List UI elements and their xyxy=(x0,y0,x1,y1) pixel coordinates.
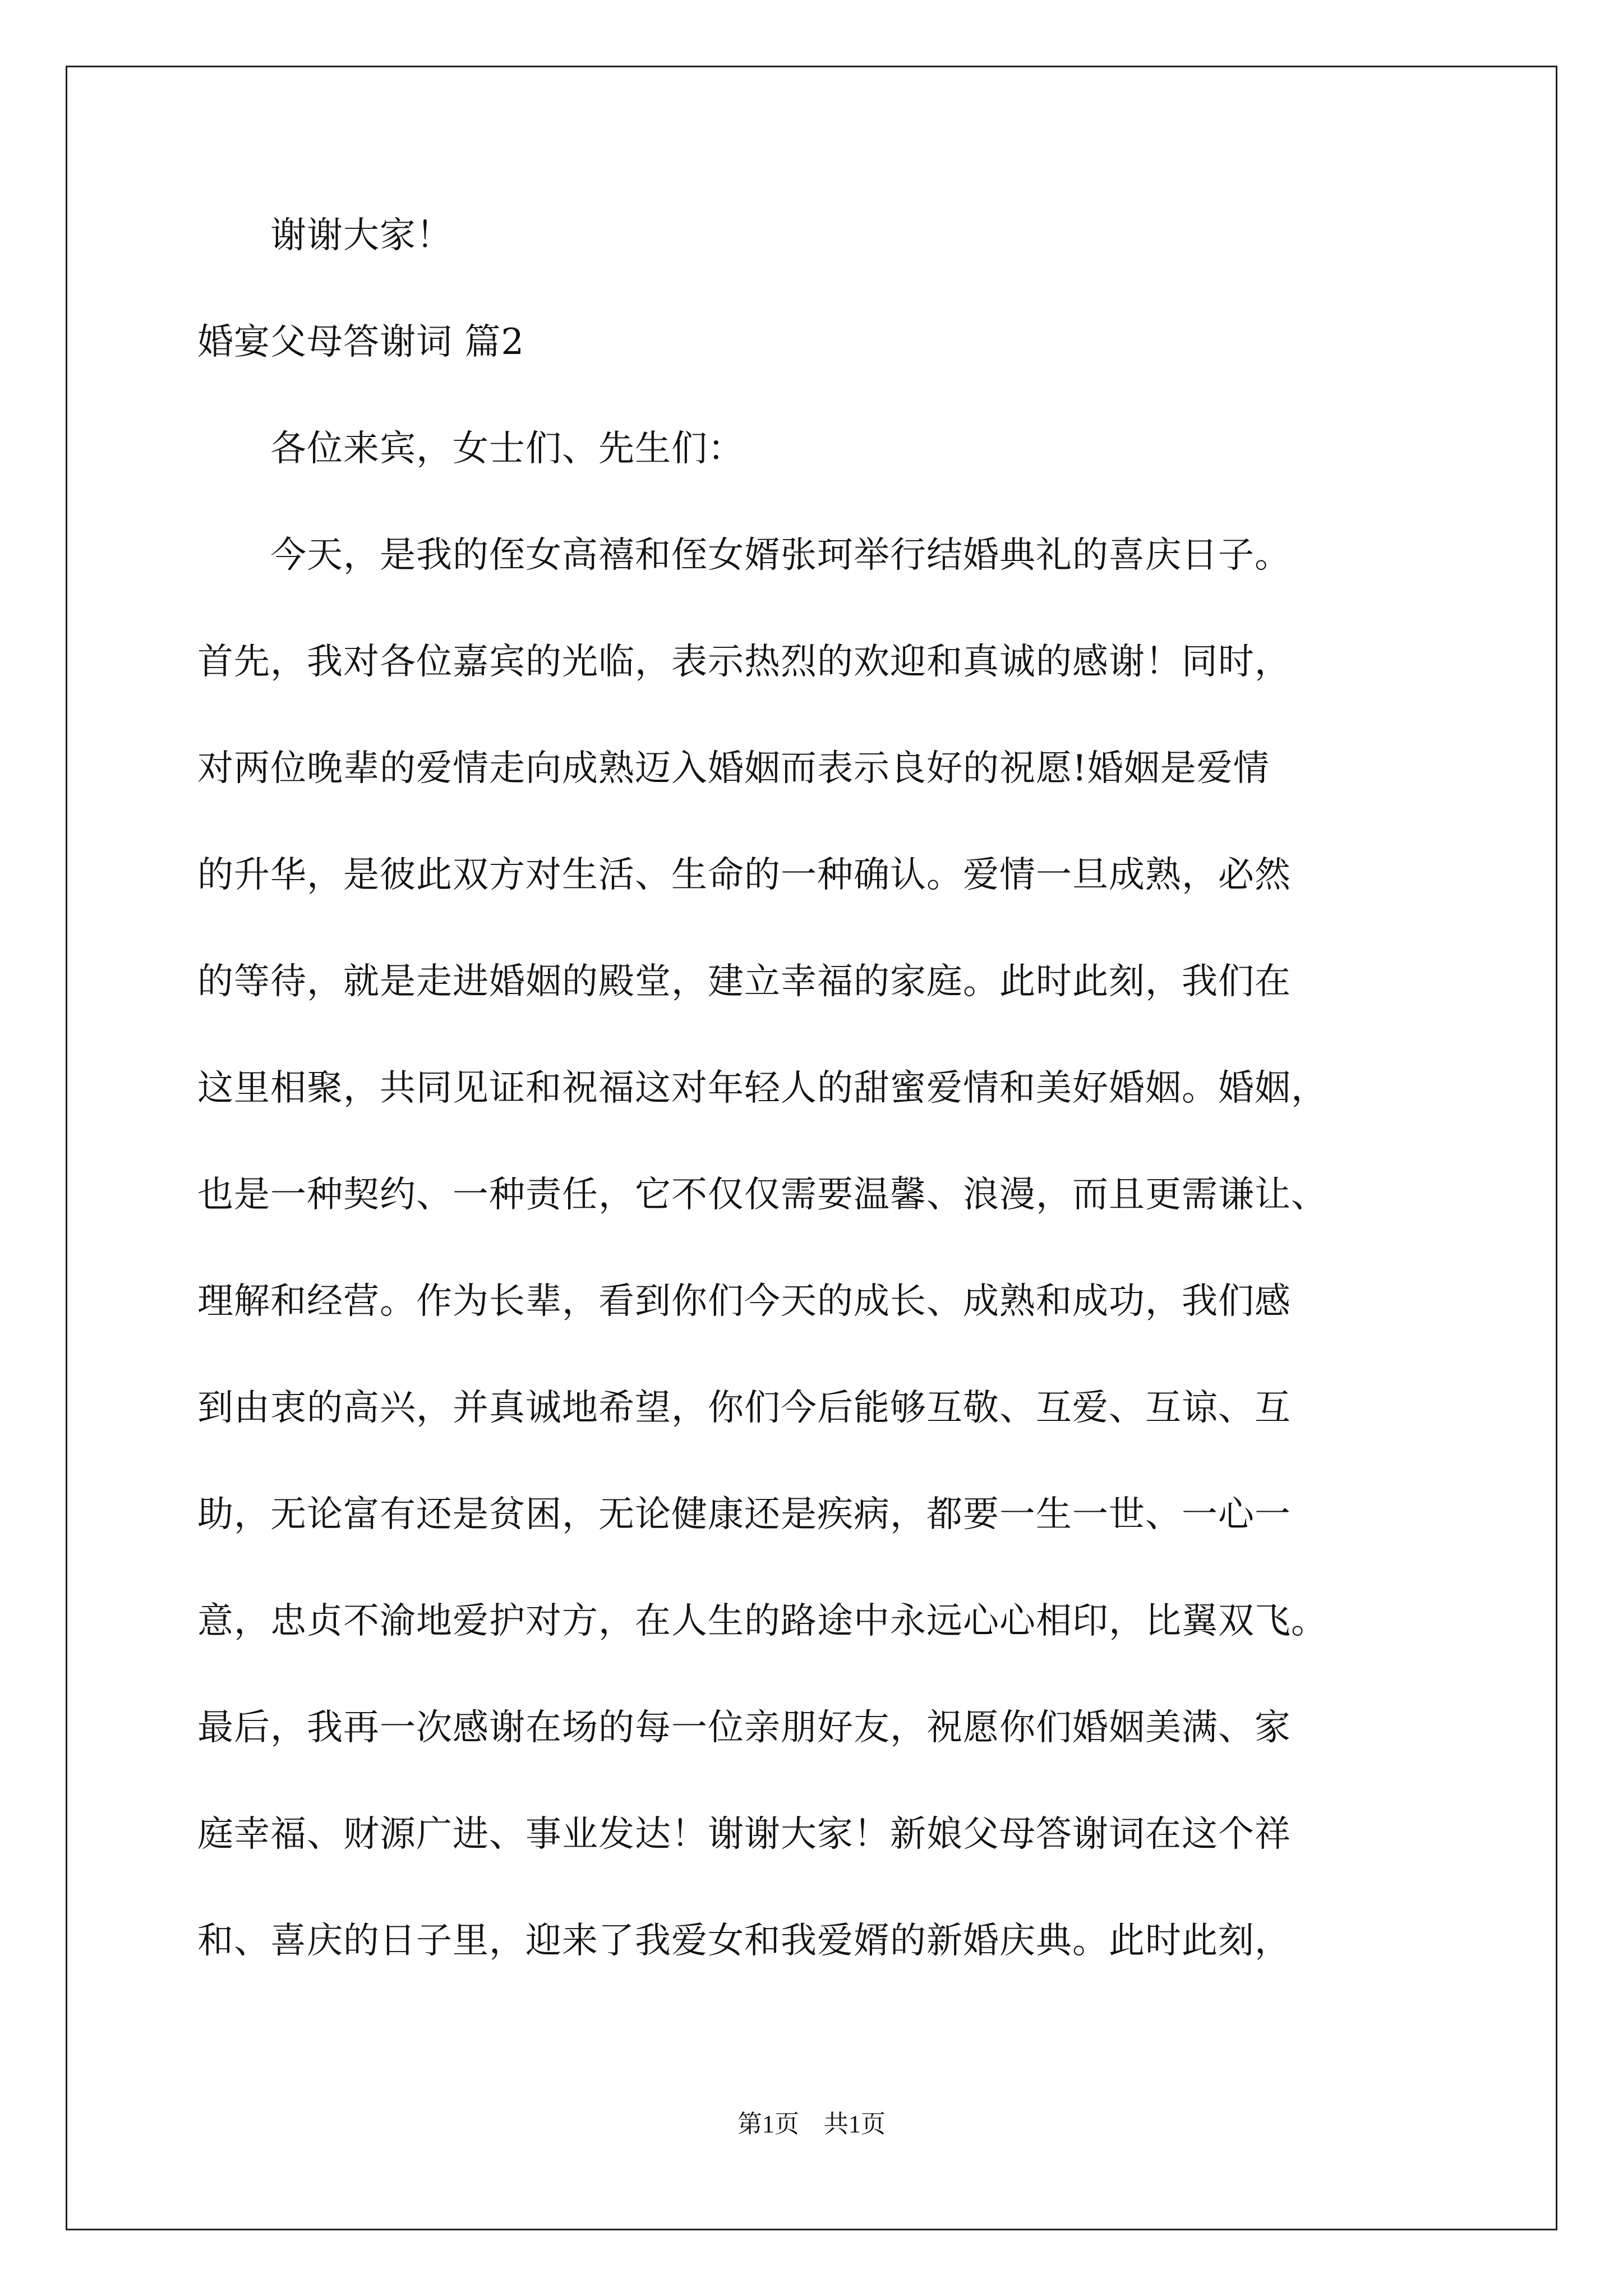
text-line: 意，忠贞不渝地爱护对方，在人生的路途中永远心心相印，比翼双飞。 xyxy=(197,1600,1327,1642)
text-line: 对两位晚辈的爱情走向成熟迈入婚姻而表示良好的祝愿!婚姻是爱情 xyxy=(197,748,1270,789)
text-line: 谢谢大家！ xyxy=(197,215,453,256)
text-line: 最后，我再一次感谢在场的每一位亲朋好友，祝愿你们婚姻美满、家 xyxy=(197,1707,1291,1749)
section-heading: 婚宴父母答谢词 篇2 xyxy=(197,321,525,363)
text-line: 理解和经营。作为长辈，看到你们今天的成长、成熟和成功，我们感 xyxy=(197,1281,1291,1322)
text-line: 到由衷的高兴，并真诚地希望，你们今后能够互敬、互爱、互谅、互 xyxy=(197,1387,1291,1429)
text-line: 各位来宾，女士们、先生们： xyxy=(197,428,744,470)
text-line: 今天，是我的侄女高禧和侄女婿张珂举行结婚典礼的喜庆日子。 xyxy=(197,535,1291,576)
page-number-footer: 第1页 共1页 xyxy=(737,2110,886,2138)
text-line: 这里相聚，共同见证和祝福这对年轻人的甜蜜爱情和美好婚姻。婚姻， xyxy=(197,1068,1327,1109)
text-line: 的升华，是彼此双方对生活、生命的一种确认。爱情一旦成熟，必然 xyxy=(197,854,1291,896)
page-border xyxy=(66,66,1557,2230)
text-line: 助，无论富有还是贫困，无论健康还是疾病，都要一生一世、一心一 xyxy=(197,1494,1291,1535)
text-line: 首先，我对各位嘉宾的光临，表示热烈的欢迎和真诚的感谢！同时， xyxy=(197,641,1291,683)
text-line: 和、喜庆的日子里，迎来了我爱女和我爱婿的新婚庆典。此时此刻， xyxy=(197,1920,1291,1962)
text-line: 的等待，就是走进婚姻的殿堂，建立幸福的家庭。此时此刻，我们在 xyxy=(197,961,1291,1002)
text-line: 也是一种契约、一种责任，它不仅仅需要温馨、浪漫，而且更需谦让、 xyxy=(197,1174,1327,1216)
text-line: 庭幸福、财源广进、事业发达！谢谢大家！新娘父母答谢词在这个祥 xyxy=(197,1814,1291,1855)
